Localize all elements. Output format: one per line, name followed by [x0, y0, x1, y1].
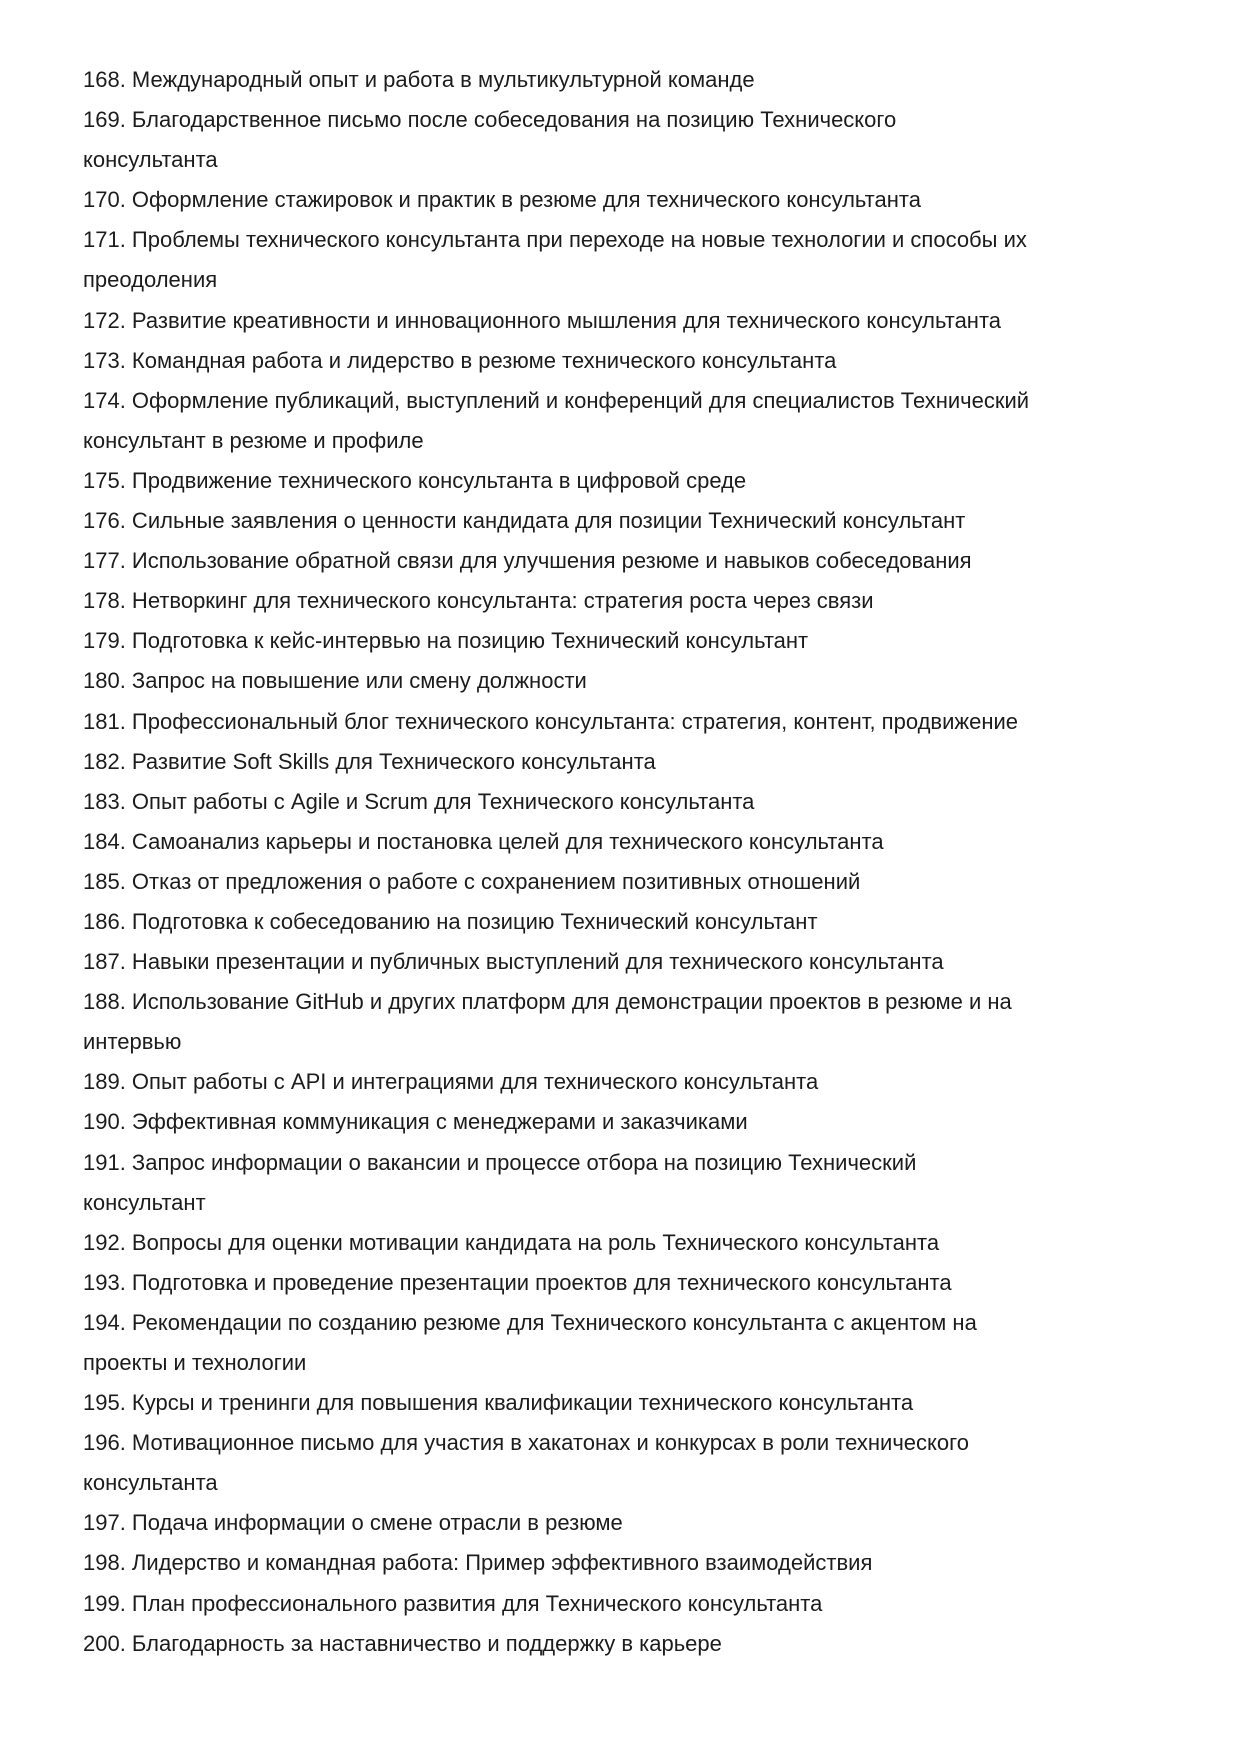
list-item-text: 189. Опыт работы с API и интеграциями для технического консультанта [83, 1069, 819, 1095]
list-item-text: 193. Подготовка и проведение презентации проектов для технического консультанта [83, 1269, 952, 1295]
list-item-text: 190. Эффективная коммуникация с менеджерами и заказчиками [83, 1109, 748, 1135]
list-item [83, 381, 1029, 461]
list-item-text: 195. Курсы и тренинги для повышения квалификации технического консультанта [83, 1390, 914, 1416]
list-item [83, 180, 1029, 220]
list-item-text: 171. Проблемы технического консультанта при переходе на новые технологии и способы их [83, 227, 1027, 253]
list-item-text: 174. Оформление публикаций, выступлений и конференций для специалистов Технический [83, 387, 1030, 413]
list-item [83, 220, 1029, 300]
list-item [83, 1584, 1029, 1624]
list-item [83, 982, 1029, 1062]
list-item-continuation: консультанта [83, 147, 218, 173]
list-item-continuation: преодоления [83, 267, 218, 293]
list-item [83, 341, 1029, 381]
list-item [83, 301, 1029, 341]
list-item-text: 182. Развитие Soft Skills для Технического консультанта [83, 748, 656, 774]
list-item [83, 742, 1029, 782]
list-item [83, 1624, 1029, 1664]
list-item [83, 1423, 1029, 1503]
list-item-text: 181. Профессиональный блог технического консультанта: стратегия, контент, продвижение [83, 708, 1019, 734]
list-item [83, 942, 1029, 982]
list-item-text: 187. Навыки презентации и публичных выступлений для технического консультанта [83, 949, 944, 975]
list-item [83, 1543, 1029, 1583]
list-item [83, 1383, 1029, 1423]
list-item-continuation: проекты и технологии [83, 1350, 307, 1375]
topic-list [83, 60, 1029, 1664]
list-item [83, 1303, 1029, 1383]
list-item [83, 702, 1029, 742]
list-item [83, 100, 1029, 180]
list-item-text: 183. Опыт работы с Agile и Scrum для Технического консультанта [83, 788, 755, 814]
list-item-text: 176. Сильные заявления о ценности кандидата для позиции Технический консультант [83, 508, 966, 534]
list-item [83, 1503, 1029, 1543]
list-item [83, 581, 1029, 621]
list-item [83, 60, 1029, 100]
list-item [83, 1143, 1029, 1223]
list-item-continuation: консультанта [83, 1470, 218, 1496]
list-item [83, 1223, 1029, 1263]
list-item-text: 177. Использование обратной связи для улучшения резюме и навыков собеседования [83, 548, 972, 574]
list-item-text: 172. Развитие креативности и инновационного мышления для технического консультанта [83, 307, 1002, 333]
list-item-text: 180. Запрос на повышение или смену должности [83, 668, 587, 694]
list-item [83, 1102, 1029, 1142]
list-item-text: 192. Вопросы для оценки мотивации кандидата на роль Технического консультанта [83, 1229, 940, 1255]
list-item-text: 197. Подача информации о смене отрасли в резюме [83, 1510, 623, 1536]
list-item-text: 194. Рекомендации по созданию резюме для Технического консультанта с акцентом на [83, 1309, 977, 1335]
list-item [83, 621, 1029, 661]
list-item [83, 902, 1029, 942]
list-item [83, 541, 1029, 581]
list-item-text: 170. Оформление стажировок и практик в резюме для технического консультанта [83, 187, 921, 213]
list-item-text: 185. Отказ от предложения о работе с сохранением позитивных отношений [83, 868, 861, 894]
list-item-continuation: интервью [83, 1029, 182, 1055]
list-item-text: 175. Продвижение технического консультанта в цифровой среде [83, 467, 747, 493]
list-item-text: 173. Командная работа и лидерство в резюме технического консультанта [83, 347, 837, 373]
list-item-text: 184. Самоанализ карьеры и постановка целей для технического консультанта [83, 828, 884, 854]
list-item [83, 501, 1029, 541]
list-item-text: 179. Подготовка к кейс-интервью на позицию Технический консультант [83, 628, 809, 654]
list-item [83, 862, 1029, 902]
list-item-text: 188. Использование GitHub и других платформ для демонстрации проектов в резюме и на [83, 989, 1012, 1015]
list-item-continuation: консультант [83, 1189, 206, 1215]
list-item-text: 178. Нетворкинг для технического консультанта: стратегия роста через связи [83, 588, 874, 614]
list-item [83, 1062, 1029, 1102]
list-item-text: 169. Благодарственное письмо после собеседования на позицию Технического [83, 107, 897, 133]
list-item [83, 1263, 1029, 1303]
list-item [83, 661, 1029, 701]
list-item-text: 196. Мотивационное письмо для участия в хакатонах и конкурсах в роли технического [83, 1430, 969, 1456]
list-item-text: 191. Запрос информации о вакансии и процессе отбора на позицию Технический [83, 1149, 917, 1175]
list-item [83, 461, 1029, 501]
list-item-text: 186. Подготовка к собеседованию на позицию Технический консультант [83, 908, 818, 934]
list-item [83, 782, 1029, 822]
list-item-continuation: консультант в резюме и профиле [83, 427, 424, 453]
list-item-text: 168. Международный опыт и работа в мультикультурной команде [83, 67, 755, 92]
list-item-text: 199. План профессионального развития для Технического консультанта [83, 1590, 823, 1616]
list-item [83, 822, 1029, 862]
list-item-text: 200. Благодарность за наставничество и поддержку в карьере [83, 1630, 722, 1656]
list-item-text: 198. Лидерство и командная работа: Пример эффективного взаимодействия [83, 1550, 873, 1576]
